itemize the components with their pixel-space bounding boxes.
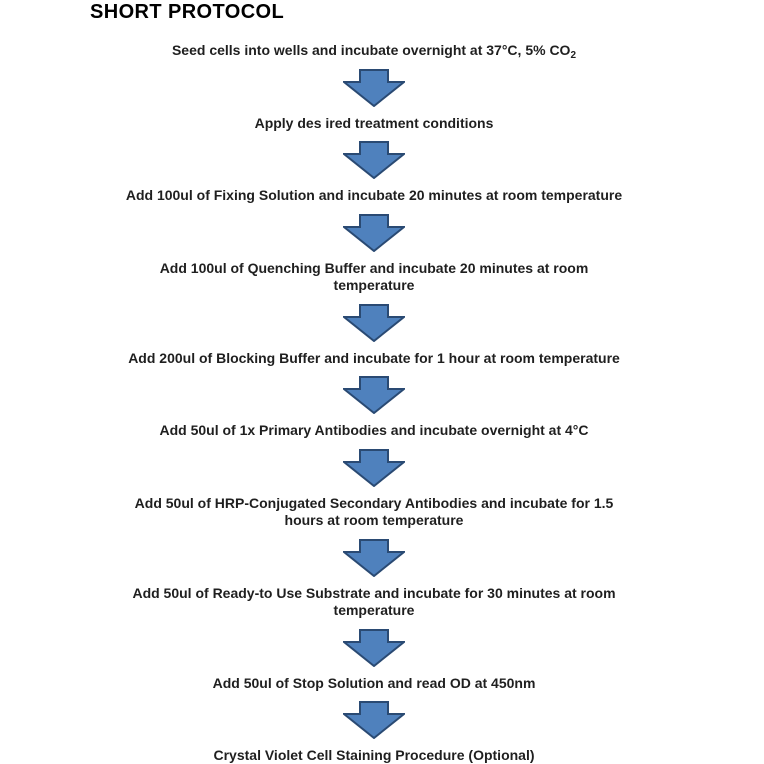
- flow-connector: [343, 701, 405, 739]
- flow-connector: [343, 214, 405, 252]
- down-arrow-icon: [343, 539, 405, 577]
- protocol-step: Crystal Violet Cell Staining Procedure (Optional): [213, 747, 535, 763]
- flow-connector: [343, 141, 405, 179]
- protocol-flow: [0, 42, 756, 764]
- down-arrow-icon: [343, 69, 405, 107]
- flow-connector: [343, 69, 405, 107]
- down-arrow-icon: [343, 449, 405, 487]
- flow-connector: [343, 304, 405, 342]
- down-arrow-icon: [343, 304, 405, 342]
- protocol-step: Add 50ul of 1x Primary Antibodies and incubate overnight at 4°C: [159, 422, 589, 438]
- protocol-step: Add 50ul of Ready-to Use Substrate and incubate for 30 minutes at room temperature: [132, 584, 616, 618]
- flow-connector: [343, 449, 405, 487]
- flow-connector: [343, 376, 405, 414]
- protocol-step: Seed cells into wells and incubate overnight at 37°C, 5% $CO_2$: [171, 42, 577, 61]
- down-arrow-icon: [343, 629, 405, 667]
- protocol-step: Add 200ul of Blocking Buffer and incubate for 1 hour at room temperature: [128, 349, 620, 366]
- protocol-step: Add 50ul of HRP-Conjugated Secondary Antibodies and incubate for 1.5 hours at room temperature: [134, 494, 614, 528]
- down-arrow-icon: [343, 376, 405, 414]
- protocol-step: Apply des ired treatment conditions: [254, 114, 494, 131]
- flow-connector: [343, 539, 405, 577]
- down-arrow-icon: [343, 141, 405, 179]
- protocol-step: Add 50ul of Stop Solution and read OD at 450nm: [212, 674, 536, 691]
- down-arrow-icon: [343, 214, 405, 252]
- flow-connector: [343, 629, 405, 667]
- page-title: SHORT PROTOCOL: [90, 1, 285, 23]
- protocol-step: Add 100ul of Quenching Buffer and incubate 20 minutes at room temperature: [159, 259, 589, 293]
- protocol-step: Add 100ul of Fixing Solution and incubate 20 minutes at room temperature: [125, 187, 623, 203]
- down-arrow-icon: [343, 701, 405, 739]
